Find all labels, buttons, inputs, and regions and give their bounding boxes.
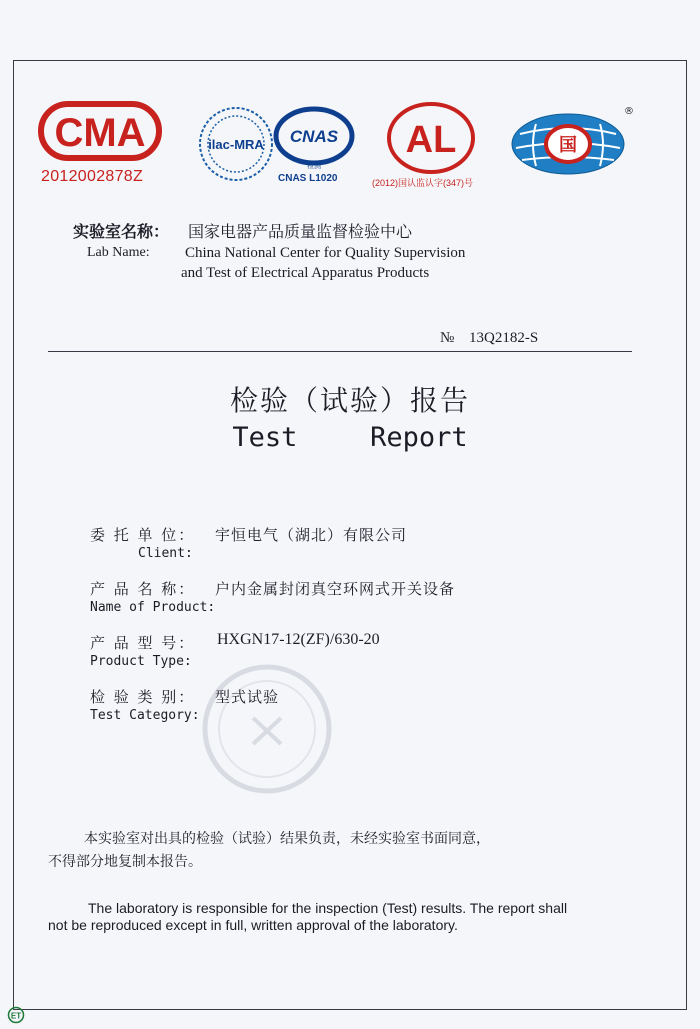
lab-name-en-line2: and Test of Electrical Apparatus Products — [181, 265, 430, 281]
note-en-line2: not be reproduced except in full, written approval of the laboratory. — [48, 917, 458, 933]
report-number: 13Q2182-S — [469, 330, 539, 346]
cnas-logo — [272, 104, 358, 172]
product-type-label-en: Product Type: — [90, 654, 192, 669]
svg-text:®: ® — [624, 106, 634, 117]
test-category-value: 型式试验 — [215, 688, 280, 706]
note-cn-line2: 不得部分地复制本报告。 — [48, 854, 202, 870]
report-number-label: № — [440, 330, 455, 346]
note-en-line1: The laboratory is responsible for the inspection (Test) results. The report shall — [88, 900, 568, 916]
cma-logo — [38, 98, 162, 166]
inspection-stamp — [198, 660, 336, 798]
svg-text:AL: AL — [405, 119, 457, 161]
svg-text:CNAS: CNAS — [289, 127, 339, 146]
svg-text:CMA: CMA — [54, 111, 146, 155]
cnas-number: CNAS L1020 — [278, 173, 338, 184]
lab-name-label-cn: 实验室名称： — [73, 222, 170, 241]
note-cn-line1: 本实验室对出具的检验（试验）结果负责，未经实验室书面同意， — [84, 831, 490, 847]
cma-number: 2012002878Z — [41, 168, 144, 185]
svg-text:检测: 检测 — [307, 162, 321, 170]
lab-name-label-en: Lab Name: — [87, 245, 150, 260]
et-mark-icon — [7, 1006, 25, 1024]
client-value: 宇恒电气（湖北）有限公司 — [215, 526, 408, 544]
cal-number: (2012)国认监认字(347)号 — [372, 178, 474, 188]
product-name-label-en: Name of Product: — [90, 600, 216, 615]
test-category-label-cn: 检 验 类 别： — [90, 688, 196, 706]
client-label-en: Client: — [138, 546, 193, 561]
product-name-label-cn: 产 品 名 称： — [90, 580, 196, 598]
cal-logo — [384, 100, 478, 176]
test-category-label-en: Test Category: — [90, 708, 200, 723]
svg-text:ET: ET — [10, 1011, 22, 1021]
globe-logo — [506, 104, 636, 182]
report-title-cn: 检验（试验）报告 — [229, 384, 470, 417]
lab-name-cn: 国家电器产品质量监督检验中心 — [188, 222, 413, 241]
ilac-mra-logo — [196, 104, 276, 184]
product-type-label-cn: 产 品 型 号： — [90, 634, 196, 652]
lab-name-en-line1: China National Center for Quality Supervision — [185, 245, 466, 261]
svg-text:ilac-MRA: ilac-MRA — [208, 137, 264, 152]
divider — [48, 351, 632, 352]
client-label-cn: 委 托 单 位： — [90, 526, 196, 544]
svg-text:国: 国 — [559, 135, 577, 156]
report-title-en: Test Report — [232, 422, 468, 453]
product-type-value: HXGN17-12(ZF)/630-20 — [217, 631, 380, 648]
product-name-value: 户内金属封闭真空环网式开关设备 — [215, 580, 456, 598]
